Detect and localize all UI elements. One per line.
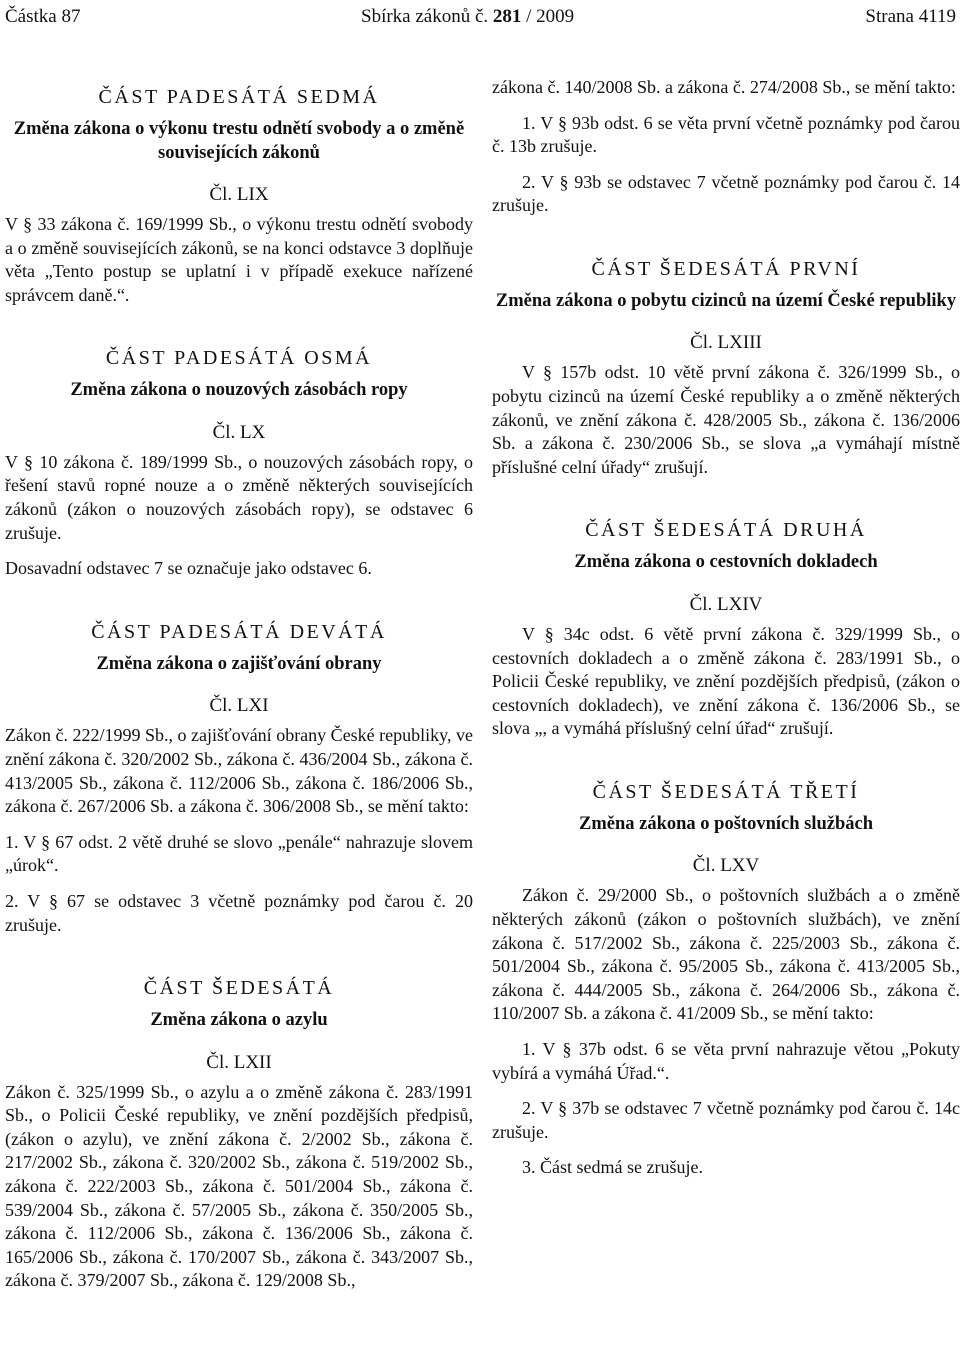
paragraph: V § 33 zákona č. 169/1999 Sb., o výkonu trestu odnětí svobody a o změně souvisejících zákonů, se na konci odstavce 3 doplňuje věta „Tento postup se uplatní i v případě exekuce nařízené správcem daně.“.: [5, 214, 473, 305]
part-subtitle: Změna zákona o cestovních dokladech: [574, 552, 878, 573]
paragraph: 1. V § 93b odst. 6 se věta první včetně poznámky pod čarou č. 13b zrušuje.: [492, 112, 960, 157]
paragraph: 3. Část sedmá se zrušuje.: [522, 1157, 703, 1178]
part-heading: ČÁST ŠEDESÁTÁ: [143, 977, 335, 1000]
part-subtitle: Změna zákona o výkonu trestu odnětí svobody a o změně souvisejících zákonů: [13, 119, 465, 163]
article-number: Čl. LXV: [692, 855, 760, 877]
part-subtitle: Změna zákona o zajišťování obrany: [96, 653, 382, 674]
part-subtitle: Změna zákona o poštovních službách: [579, 813, 873, 834]
part-subtitle: Změna zákona o nouzových zásobách ropy: [70, 380, 408, 401]
part-section: [492, 779, 960, 1180]
header-page-number: Strana 4119: [865, 6, 956, 27]
paragraph: 2. V § 93b se odstavec 7 včetně poznámky pod čarou č. 14 zrušuje.: [492, 171, 960, 216]
paragraph: Zákon č. 222/1999 Sb., o zajišťování obrany České republiky, ve znění zákona č. 320/2002 Sb., zákona č. 436/2004 Sb., zákona č. 413/2005 Sb., zákona č. 112/2006 Sb., zákona č. 186/2006 Sb., zákona č. 267/2006 Sb. a zákona č. 306/2008 Sb., se mění takto:: [5, 725, 473, 817]
part-heading: ČÁST ŠEDESÁTÁ PRVNÍ: [591, 257, 861, 280]
article-number: Čl. LXIII: [690, 332, 762, 354]
article-number: Čl. LIX: [209, 184, 269, 205]
article-number: Čl. LXI: [209, 695, 269, 717]
page-header: [5, 6, 956, 32]
part-heading: ČÁST PADESÁTÁ SEDMÁ: [98, 86, 380, 108]
header-collection: [361, 6, 574, 28]
right-column: [492, 76, 960, 1192]
paragraph: V § 10 zákona č. 189/1999 Sb., o nouzových zásobách ropy, o řešení stavů ropné nouze a o změně některých souvisejících zákonů (zákon o nouzových zásobách ropy), se odstavec 6 zrušuje.: [5, 451, 473, 543]
paragraph: V § 157b odst. 10 větě první zákona č. 326/1999 Sb., o pobytu cizinců na území České republiky a o změně některých zákonů, ve znění zákona č. 428/2005 Sb., zákona č. 136/2006 Sb. a zákona č. 230/2006 Sb., se slova „a vymáhají místně příslušné celní úřady“ zrušují.: [492, 362, 960, 477]
paragraph: Zákon č. 325/1999 Sb., o azylu a o změně zákona č. 283/1991 Sb., o Policii České republiky, ve znění pozdějších předpisů, (zákon o azylu), ve znění zákona č. 2/2002 Sb., zákona č. 217/2002 Sb., zákona č. 320/2002 Sb., zákona č. 519/2002 Sb., zákona č. 222/2003 Sb., zákona č. 501/2004 Sb., zákona č. 539/2004 Sb., zákona č. 57/2005 Sb., zákona č. 350/2005 Sb., zákona č. 112/2006 Sb., zákona č. 136/2006 Sb., zákona č. 165/2006 Sb., zákona č. 170/2007 Sb., zákona č. 343/2007 Sb., zákona č. 379/2007 Sb., zákona č. 129/2008 Sb.,: [5, 1081, 473, 1291]
paragraph: 2. V § 37b se odstavec 7 včetně poznámky pod čarou č. 14c zrušuje.: [492, 1098, 960, 1142]
part-subtitle: Změna zákona o azylu: [150, 1010, 328, 1031]
paragraph: Zákon č. 29/2000 Sb., o poštovních službách a o změně některých zákonů (zákon o poštovních službách), ve znění zákona č. 517/2002 Sb., zákona č. 225/2003 Sb., zákona č. 501/2004 Sb., zákona č. 95/2005 Sb., zákona č. 413/2005 Sb., zákona č. 444/2005 Sb., zákona č. 264/2006 Sb., zákona č. 110/2007 Sb. a zákona č. 41/2009 Sb., se mění takto:: [492, 885, 960, 1024]
article-number: Čl. LX: [212, 421, 266, 443]
paragraph: 1. V § 67 odst. 2 větě druhé se slovo „penále“ nahrazuje slovem „úrok“.: [5, 831, 473, 876]
article-number: Čl. LXIV: [689, 593, 763, 615]
header-collection-prefix: Sbírka zákonů č.: [361, 6, 489, 27]
part-section: [5, 84, 473, 307]
paragraph: Dosavadní odstavec 7 se označuje jako odstavec 6.: [5, 558, 372, 579]
part-heading: ČÁST PADESÁTÁ OSMÁ: [105, 347, 373, 370]
paragraph: V § 34c odst. 6 větě první zákona č. 329/1999 Sb., o cestovních dokladech a o změně zákona č. 283/1991 Sb., o Policii České republiky, ve znění pozdějších předpisů, (zákon o cestovních dokladech), ve znění zákona č. 136/2006 Sb., se slova „, a vymáhá příslušný celní úřad“ zrušují.: [492, 623, 960, 739]
article-number: Čl. LXII: [206, 1051, 272, 1073]
part-subtitle: Změna zákona o pobytu cizinců na území České republiky: [495, 290, 957, 311]
header-collection-year: / 2009: [526, 6, 575, 27]
part-heading: ČÁST ŠEDESÁTÁ DRUHÁ: [585, 519, 867, 542]
paragraph: 1. V § 37b odst. 6 se věta první nahrazuje větou „Pokuty vybírá a vymáhá Úřad.“.: [492, 1038, 960, 1083]
part-section: [5, 619, 473, 937]
part-section: [5, 345, 473, 580]
header-issue: Částka 87: [5, 6, 81, 27]
part-section: [492, 256, 960, 479]
left-column: [5, 70, 473, 1305]
header-collection-number: 281: [492, 6, 522, 27]
part-section: [5, 975, 473, 1293]
part-heading: ČÁST ŠEDESÁTÁ TŘETÍ: [592, 780, 860, 803]
part-section: [492, 517, 960, 740]
part-heading: ČÁST PADESÁTÁ DEVÁTÁ: [91, 620, 387, 643]
paragraph: zákona č. 140/2008 Sb. a zákona č. 274/2008 Sb., se mění takto:: [492, 77, 956, 97]
paragraph: 2. V § 67 se odstavec 3 včetně poznámky pod čarou č. 20 zrušuje.: [5, 890, 473, 935]
